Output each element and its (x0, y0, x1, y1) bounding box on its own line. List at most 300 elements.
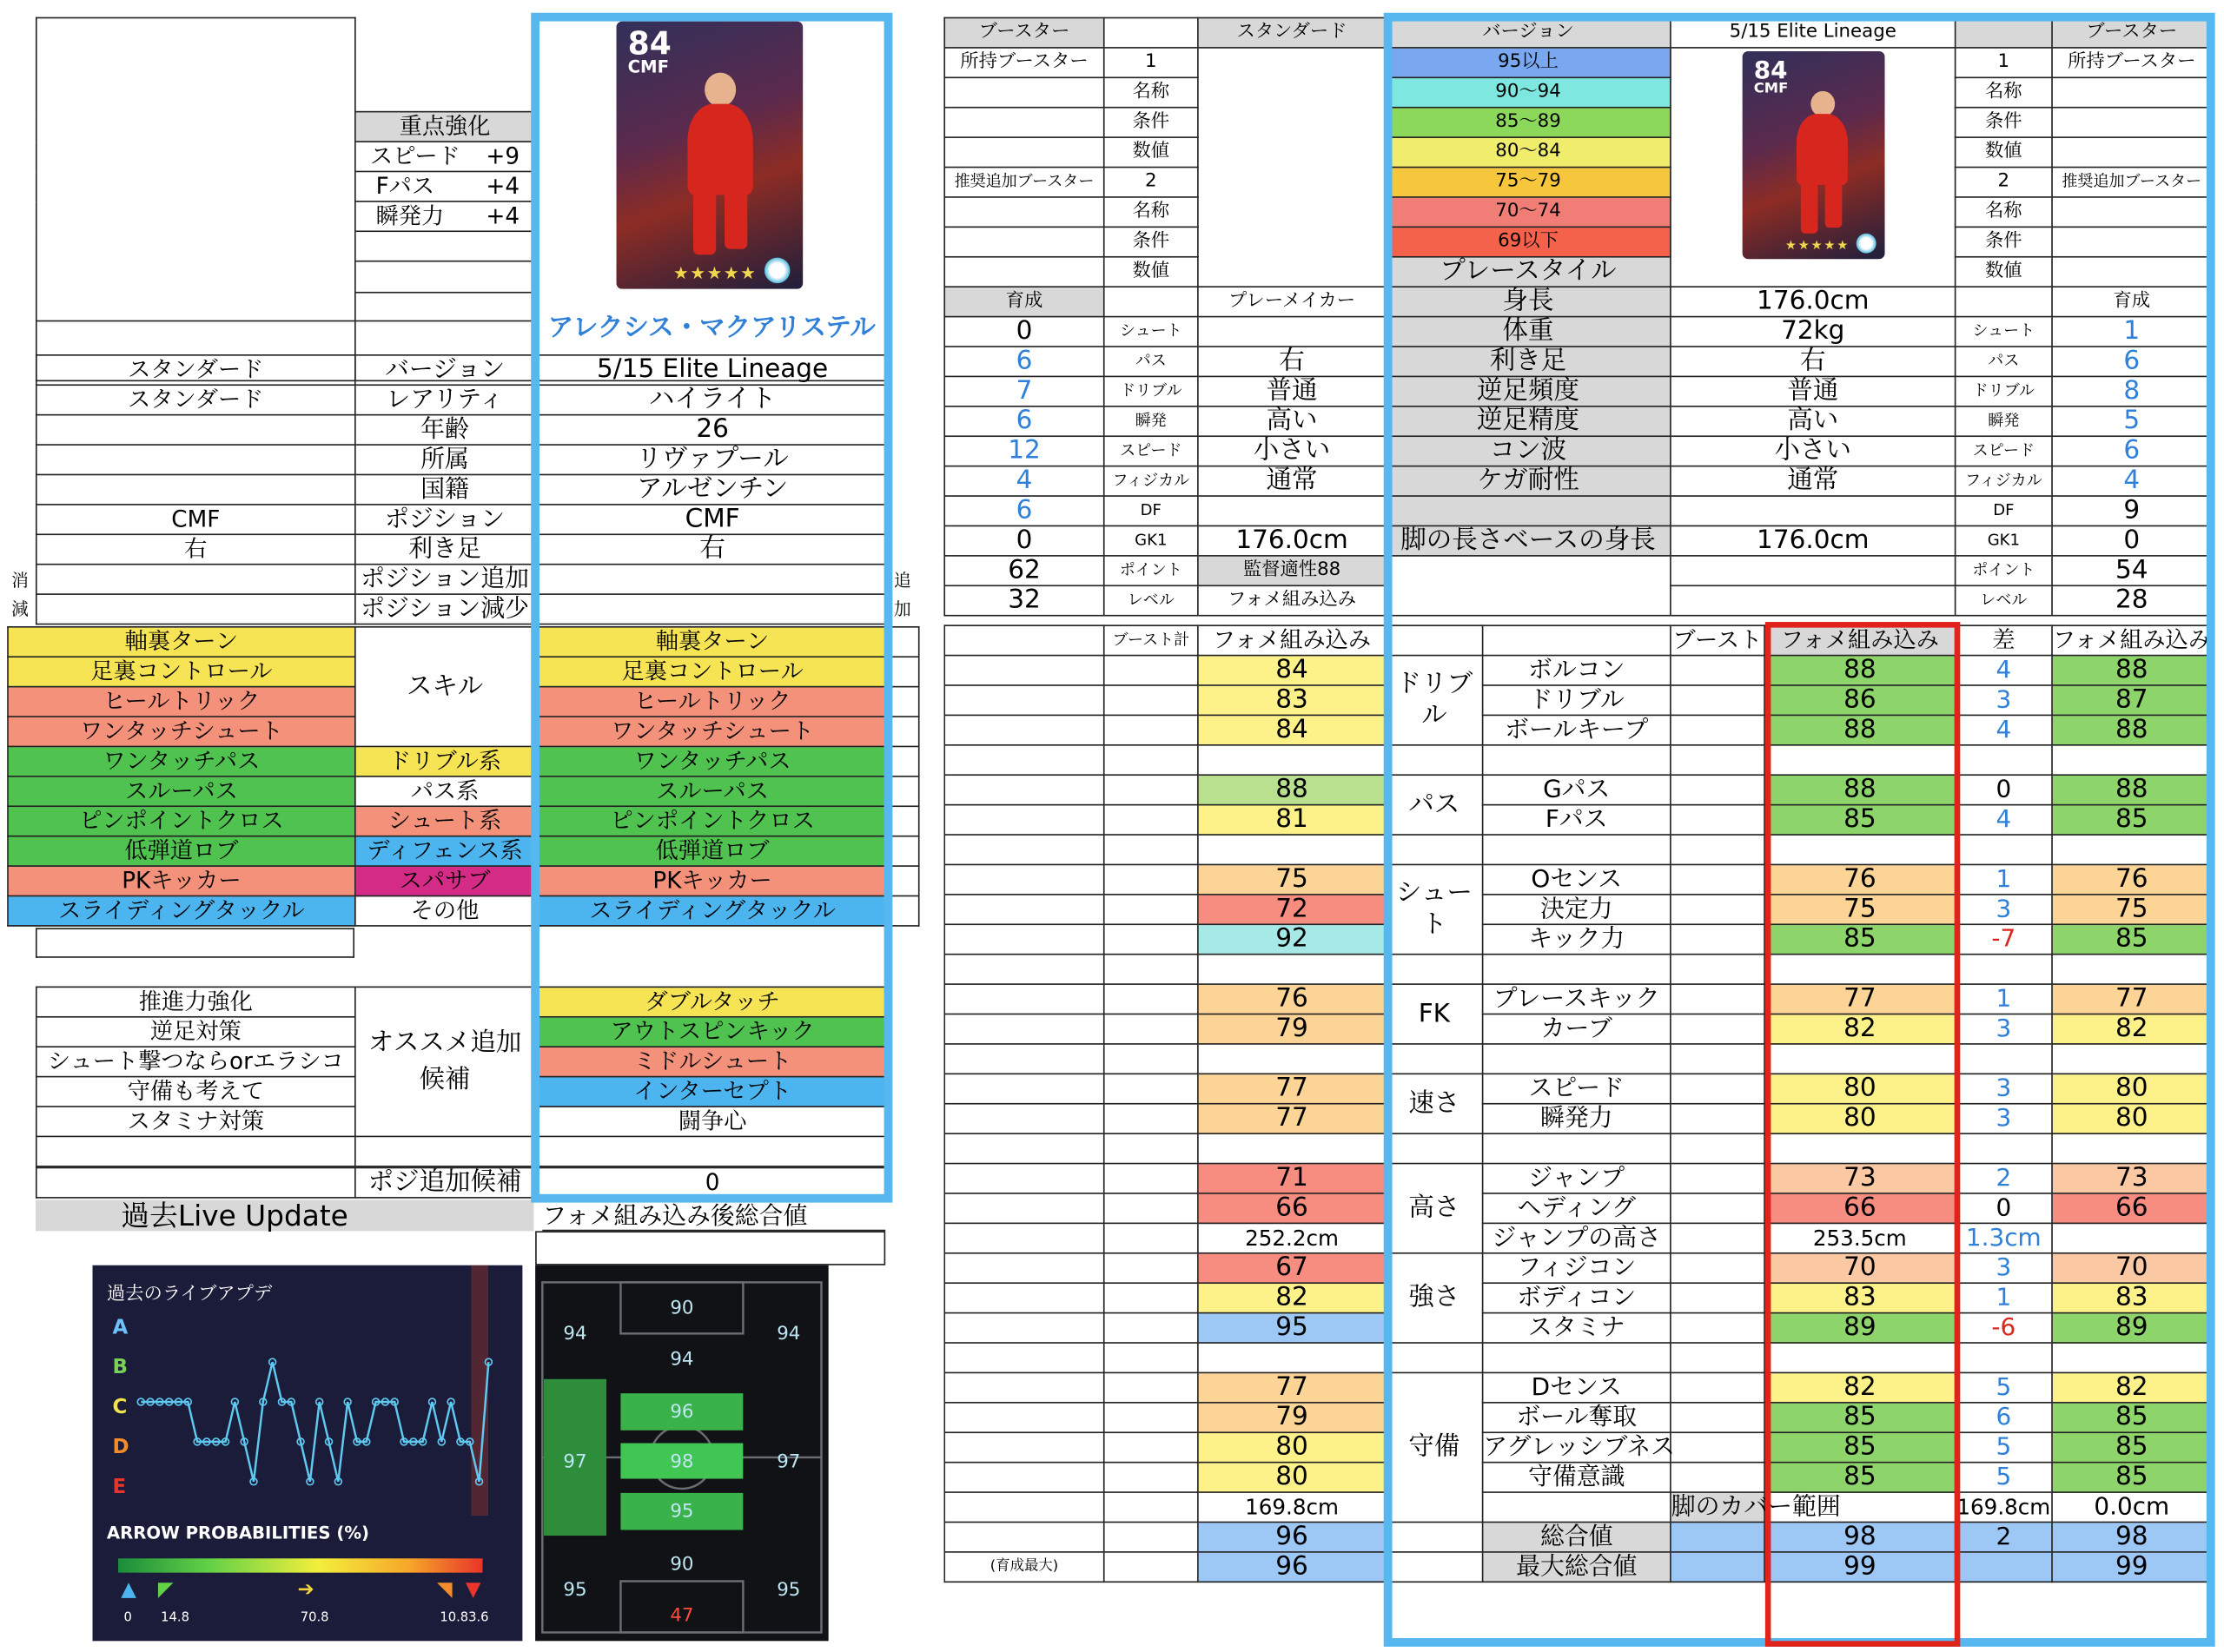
stat-right: 66 (2052, 1193, 2212, 1223)
stat-row (944, 984, 2211, 1014)
stat-formation: 80 (1764, 1074, 1956, 1103)
stat-formation: 89 (1764, 1313, 1956, 1343)
rec-booster: 推奨追加ブースター (2052, 168, 2212, 197)
formation-r: フォメ組み込み (2052, 625, 2212, 655)
stat-formation: 82 (1764, 1372, 1956, 1402)
stat-diff: 0.0cm (2052, 1492, 2212, 1522)
growth-stat-r: DF (1956, 496, 2052, 525)
growth-stat: ドリブル (1104, 376, 1198, 406)
rec-row (36, 987, 890, 1016)
booster-label: 条件 (1956, 108, 2052, 137)
pos-add-table (36, 1167, 891, 1199)
attr-l: 普通 (1198, 376, 1386, 406)
skill-right: スルーパス (534, 776, 890, 806)
grade-letter: B (112, 1356, 128, 1379)
stat-diff (1956, 835, 2052, 864)
stat-diff: 4 (1956, 805, 2052, 835)
skill-left: スルーパス (8, 776, 355, 806)
attr-l: 右 (1198, 347, 1386, 376)
pos-add-label: ポジ追加候補 (355, 1167, 534, 1197)
boost-total: ブースト計 (1104, 625, 1198, 655)
skill-right: ピンポイントクロス (534, 806, 890, 836)
stat-row (944, 1104, 2211, 1133)
info-value: アルゼンチン (534, 474, 890, 504)
stat-left: 77 (1198, 1074, 1386, 1103)
rec-table (36, 987, 891, 1167)
grow-label: 育成 (944, 287, 1104, 316)
attr-name: 身長 (1386, 287, 1671, 316)
live-update-chart (93, 1265, 523, 1642)
prob-arrow-icon: ◤ (157, 1577, 174, 1601)
stat-left: 252.2cm (1198, 1223, 1386, 1252)
attr-val: 小さい (1671, 436, 1956, 466)
growth-stat-r: ドリブル (1956, 376, 2052, 406)
attr-l (1198, 496, 1386, 525)
attr-name: ケガ耐性 (1386, 466, 1671, 496)
growth-val: 6 (944, 347, 1104, 376)
booster-label: 数値 (1956, 257, 2052, 287)
stat-name: Dセンス (1483, 1372, 1671, 1402)
stat-diff (1956, 1044, 2052, 1074)
growth-stat: 瞬発 (1104, 406, 1198, 436)
stat-name: カーブ (1483, 1014, 1671, 1044)
stat-name: Oセンス (1483, 864, 1671, 894)
prob-title: ARROW PROBABILITIES (%) (106, 1523, 370, 1543)
live-update-label: 過去Live Update (36, 1199, 534, 1231)
stat-formation: 85 (1764, 924, 1956, 954)
stat-left: 88 (1198, 775, 1386, 804)
skill-category: その他 (355, 895, 534, 925)
info-table (36, 354, 891, 624)
stat-left (1198, 955, 1386, 984)
grade-letter: C (112, 1396, 128, 1419)
band: 75〜79 (1386, 168, 1671, 197)
stat-group: 速さ (1386, 1074, 1482, 1133)
stat-right: 83 (2052, 1283, 2212, 1312)
stat-diff: 3 (1956, 1074, 2052, 1103)
stat-left: 72 (1198, 895, 1386, 924)
skill-category: パス系 (355, 776, 534, 806)
stat-diff (1956, 1552, 2052, 1582)
stat-formation (1764, 1044, 1956, 1074)
position-rating: 90 (670, 1297, 694, 1319)
stat-diff: -7 (1956, 924, 2052, 954)
skill-left: 軸裏ターン (8, 627, 355, 657)
stat-right (2052, 835, 2212, 864)
booster-label: 名称 (1956, 77, 2052, 107)
growth-val-r: 0 (2052, 525, 2212, 555)
stat-name: 総合値 (1483, 1522, 1671, 1551)
skills-table (7, 626, 919, 927)
growth-val-r: 6 (2052, 436, 2212, 466)
position-rating: 95 (563, 1578, 587, 1601)
info-label: 国籍 (355, 474, 534, 504)
skill-left: ピンポイントクロス (8, 806, 355, 836)
stat-right (2052, 1044, 2212, 1074)
stat-group: 守備 (1386, 1372, 1482, 1522)
stat-group: シュート (1386, 864, 1482, 954)
stat-formation: 80 (1764, 1104, 1956, 1133)
info-value: CMF (534, 505, 890, 534)
stat-diff: 1 (1956, 984, 2052, 1014)
stat-left (1198, 1133, 1386, 1163)
prob-value: 14.8 (161, 1609, 189, 1625)
live-update-panel (93, 1265, 523, 1642)
growth-stat: DF (1104, 496, 1198, 525)
stat-formation: 85 (1764, 805, 1956, 835)
attr-name: 体重 (1386, 317, 1671, 347)
info-label: 年齢 (355, 415, 534, 445)
focus-row: Fパス +4 (355, 171, 534, 201)
stat-left: 79 (1198, 1014, 1386, 1044)
stat-row (944, 775, 2211, 804)
pos-add-value: 0 (534, 1167, 890, 1197)
growth-val-r: 4 (2052, 466, 2212, 496)
stat-diff: 1 (1956, 864, 2052, 894)
booster-label: 数値 (1956, 137, 2052, 167)
info-left (36, 415, 355, 445)
attr-l: 小さい (1198, 436, 1386, 466)
stat-name: ドリブル (1483, 685, 1671, 715)
stat-row (944, 1044, 2211, 1074)
stat-name: アグレッシブネス (1483, 1433, 1676, 1462)
stat-left: 81 (1198, 805, 1386, 835)
info-left (36, 474, 355, 504)
pitch-panel (535, 1265, 829, 1642)
player-name: アレクシス・マクアリステル (547, 313, 876, 343)
info-label: ポジション減少 (355, 594, 534, 624)
attr-name: 逆足頻度 (1386, 376, 1671, 406)
skill-left: スライディングタックル (8, 895, 355, 925)
version-value: 5/15 Elite Lineage (1671, 17, 1956, 47)
stat-diff: 4 (1956, 715, 2052, 744)
stat-diff: 5 (1956, 1432, 2052, 1462)
after-total-label: フォメ組み込み後総合値 (542, 1203, 885, 1232)
stat-left: 84 (1198, 715, 1386, 744)
stat-diff: 6 (1956, 1403, 2052, 1432)
skill-category: ディフェンス系 (355, 836, 534, 866)
stat-right: 85 (2052, 1403, 2212, 1432)
growth-val: 0 (944, 525, 1104, 555)
stat-row (944, 1313, 2211, 1343)
stat-formation (1764, 955, 1956, 984)
info-label: 所属 (355, 445, 534, 474)
skill-row (8, 895, 919, 925)
growth-stat: レベル (1104, 585, 1198, 615)
info-row (36, 594, 890, 624)
prob-value: 3.6 (468, 1609, 489, 1625)
stat-diff: 3 (1956, 1014, 2052, 1044)
playstyle-label: プレースタイル (1386, 257, 1671, 287)
stat-row (944, 685, 2211, 715)
attr-val: 右 (1671, 347, 1956, 376)
info-value: リヴァプール (534, 445, 890, 474)
stat-right (2052, 1133, 2212, 1163)
skill-left: ワンタッチパス (8, 746, 355, 776)
stat-right: 75 (2052, 895, 2212, 924)
stat-right: 98 (2052, 1522, 2212, 1551)
stat-diff (1956, 1133, 2052, 1163)
stat-right: 80 (2052, 1104, 2212, 1133)
stat-formation: 169.8cm (1956, 1492, 2052, 1522)
info-row (36, 474, 890, 504)
stat-diff: 3 (1956, 895, 2052, 924)
stat-name (1483, 1343, 1671, 1372)
stat-row (944, 1403, 2211, 1432)
stat-row (944, 715, 2211, 744)
stat-formation: 88 (1764, 775, 1956, 804)
stat-left: 83 (1198, 685, 1386, 715)
stat-left: 75 (1198, 864, 1386, 894)
attr-name: 利き足 (1386, 347, 1671, 376)
stat-formation: 82 (1764, 1014, 1956, 1044)
position-rating: 94 (777, 1322, 801, 1345)
stat-row (944, 1074, 2211, 1103)
stat-row (944, 895, 2211, 924)
attr-val: 72kg (1671, 317, 1956, 347)
stat-diff: 2 (1956, 1522, 2052, 1551)
stat-diff (1956, 955, 2052, 984)
skill-right: PKキッカー (534, 866, 890, 895)
prob-value: 10.8 (440, 1609, 469, 1625)
stat-row (944, 745, 2211, 775)
stat-row (944, 835, 2211, 864)
rec-left: 逆足対策 (36, 1017, 355, 1047)
prob-arrow-icon: ▼ (465, 1577, 481, 1601)
growth-stat-r: パス (1956, 347, 2052, 376)
booster-label: 条件 (1956, 227, 2052, 256)
stat-group: ドリブル (1386, 656, 1482, 745)
info-value: ハイライト (534, 385, 890, 414)
stat-row (944, 1193, 2211, 1223)
rec-num: 2 (1104, 168, 1198, 197)
owned-count: 1 (1104, 48, 1198, 77)
skill-label: スキル (355, 627, 534, 747)
booster-header-r: ブースター (2052, 17, 2212, 47)
stat-right (2052, 1343, 2212, 1372)
stat-diff: 3 (1956, 1253, 2052, 1283)
band: 85〜89 (1386, 108, 1671, 137)
attr-l (1198, 317, 1386, 347)
focus-row: スピード +9 (355, 142, 534, 171)
position-rating: 95 (777, 1578, 801, 1601)
stat-name: ジャンプの高さ (1483, 1223, 1671, 1252)
pitch-diagram (535, 1265, 829, 1642)
prob-value: 70.8 (300, 1609, 329, 1625)
stat-row (944, 1223, 2211, 1252)
stat-left (1198, 1343, 1386, 1372)
stat-right: 88 (2052, 656, 2212, 685)
focus-row: 瞬発力 +4 (355, 202, 534, 231)
position-rating: 90 (670, 1553, 694, 1576)
stat-left: 76 (1198, 984, 1386, 1014)
player-card: 84 CMF ★★★★★ (617, 22, 804, 289)
stat-formation: 77 (1764, 984, 1956, 1014)
stat-diff: 1 (1956, 1283, 2052, 1312)
rec-right: アウトスピンキック (534, 1017, 890, 1047)
owned-booster-r: 所持ブースター (2052, 48, 2212, 77)
stat-right: 89 (2052, 1313, 2212, 1343)
stat-formation (1764, 1343, 1956, 1372)
stat-left: 80 (1198, 1463, 1386, 1492)
live-title: 過去のライブアプデ (106, 1283, 273, 1305)
stat-name: ボディコン (1483, 1283, 1671, 1312)
stat-right: 99 (2052, 1552, 2212, 1582)
stat-name: ボール奪取 (1483, 1403, 1671, 1432)
stat-diff: 3 (1956, 685, 2052, 715)
prob-bar (118, 1558, 482, 1572)
stat-left (1198, 745, 1386, 775)
stat-formation: 75 (1764, 895, 1956, 924)
attr-l: 高い (1198, 406, 1386, 436)
rec-right: インターセプト (534, 1077, 890, 1107)
rec-left: シュート撃つならorエラシコ (36, 1047, 355, 1076)
stat-right: 85 (2052, 805, 2212, 835)
stat-formation: 85 (1764, 1403, 1956, 1432)
stat-right (2052, 955, 2212, 984)
stat-diff (1956, 1343, 2052, 1372)
skill-right: ヒールトリック (534, 687, 890, 717)
stat-left: 92 (1198, 924, 1386, 954)
owned-booster: 所持ブースター (944, 48, 1104, 77)
growth-stat: パス (1104, 347, 1198, 376)
attr-val: 176.0cm (1671, 287, 1956, 316)
growth-stat-r: レベル (1956, 585, 2052, 615)
prob-arrow-icon: ◥ (437, 1577, 453, 1601)
booster-label: 条件 (1104, 108, 1198, 137)
booster-label: 名称 (1104, 77, 1198, 107)
formation-l: フォメ組み込み (1198, 625, 1386, 655)
stat-row (944, 864, 2211, 894)
attr-val (1671, 496, 1956, 525)
stat-right: 77 (2052, 984, 2212, 1014)
stat-left: 95 (1198, 1313, 1386, 1343)
booster-label: 数値 (1104, 137, 1198, 167)
stat-row (944, 1283, 2211, 1312)
attr-val: 高い (1671, 406, 1956, 436)
stat-group: パス (1386, 775, 1482, 835)
growth-val-r: 54 (2052, 556, 2212, 585)
info-row (36, 445, 890, 474)
skill-right: 軸裏ターン (534, 627, 890, 657)
growth-stat-r: 瞬発 (1956, 406, 2052, 436)
grow-max-label: (育成最大) (944, 1552, 1104, 1582)
stat-left (1198, 1044, 1386, 1074)
stat-name (1483, 835, 1671, 864)
growth-stat: GK1 (1104, 525, 1198, 555)
stat-group: 高さ (1386, 1164, 1482, 1253)
position-rating: 94 (563, 1322, 587, 1345)
skill-row (8, 866, 919, 895)
stat-row (944, 1164, 2211, 1193)
rec-left: 守備も考えて (36, 1077, 355, 1107)
stat-right (2052, 745, 2212, 775)
skill-row (8, 776, 919, 806)
prob-arrow-icon: ➔ (297, 1577, 314, 1601)
booster-label: 数値 (1104, 257, 1198, 287)
stat-formation: 88 (1764, 715, 1956, 744)
stat-right: 85 (2052, 1432, 2212, 1462)
stat-row (944, 1522, 2211, 1551)
stat-diff: 2 (1956, 1164, 2052, 1193)
rec-label: オススメ追加候補 (355, 987, 534, 1136)
info-label: 利き足 (355, 534, 534, 564)
attr-val: 通常 (1671, 466, 1956, 496)
booster-header: ブースター (944, 17, 1104, 47)
stat-formation: 98 (1764, 1522, 1956, 1551)
skill-row (8, 746, 919, 776)
booster-label: 名称 (1956, 197, 2052, 227)
skill-right: スライディングタックル (534, 895, 890, 925)
formation-m: フォメ組み込み (1764, 625, 1956, 655)
stat-right: 85 (2052, 1463, 2212, 1492)
skill-left: ワンタッチシュート (8, 717, 355, 746)
band: 70〜74 (1386, 197, 1671, 227)
stat-name: 脚のカバー範囲 (1671, 1492, 1841, 1522)
live-line (141, 1362, 488, 1482)
growth-stat-r: フィジカル (1956, 466, 2052, 496)
stat-formation: 88 (1764, 656, 1956, 685)
info-left: スタンダード (36, 385, 355, 414)
stat-row (944, 1432, 2211, 1462)
rec-num: 2 (1956, 168, 2052, 197)
booster-label: 名称 (1104, 197, 1198, 227)
stat-name: ヘディング (1483, 1193, 1671, 1223)
stat-left: 82 (1198, 1283, 1386, 1312)
stat-right (2052, 1223, 2212, 1252)
stat-left: 84 (1198, 656, 1386, 685)
stat-name: スピード (1483, 1074, 1671, 1103)
stat-left (1198, 835, 1386, 864)
growth-val: 32 (944, 585, 1104, 615)
growth-val-r: 5 (2052, 406, 2212, 436)
stat-name (1483, 1044, 1671, 1074)
position-rating: 98 (670, 1450, 694, 1473)
stat-row (944, 1372, 2211, 1402)
stat-formation: 70 (1764, 1253, 1956, 1283)
stat-diff: 5 (1956, 1372, 2052, 1402)
growth-stat-r: GK1 (1956, 525, 2052, 555)
skill-right: 低弾道ロブ (534, 836, 890, 866)
stat-left: 66 (1198, 1193, 1386, 1223)
info-value: 右 (534, 534, 890, 564)
growth-val-r: 6 (2052, 347, 2212, 376)
stat-name: フィジコン (1483, 1253, 1671, 1283)
stat-formation: 85 (1764, 1432, 1956, 1462)
attr-l: 176.0cm (1198, 525, 1386, 555)
stat-formation: 253.5cm (1764, 1223, 1956, 1252)
prob-arrow-icon: ▲ (121, 1577, 136, 1601)
stat-row (944, 805, 2211, 835)
stat-name: ボルコン (1483, 656, 1671, 685)
position-rating: 47 (670, 1604, 694, 1627)
position-rating: 97 (777, 1450, 801, 1473)
focus-header: 重点強化 (355, 112, 534, 142)
growth-stat: フィジカル (1104, 466, 1198, 496)
stat-right: 87 (2052, 685, 2212, 715)
formation: フォメ組み込み (1198, 585, 1386, 615)
skill-left: 低弾道ロブ (8, 836, 355, 866)
stat-name: 守備意識 (1483, 1463, 1671, 1492)
band: 80〜84 (1386, 137, 1671, 167)
grade-letter: D (112, 1436, 129, 1459)
growth-stat-r: スピード (1956, 436, 2052, 466)
info-row (36, 505, 890, 534)
stat-formation: 99 (1764, 1552, 1956, 1582)
stats-table (943, 624, 2212, 1583)
info-value (534, 565, 890, 594)
stat-right: 76 (2052, 864, 2212, 894)
